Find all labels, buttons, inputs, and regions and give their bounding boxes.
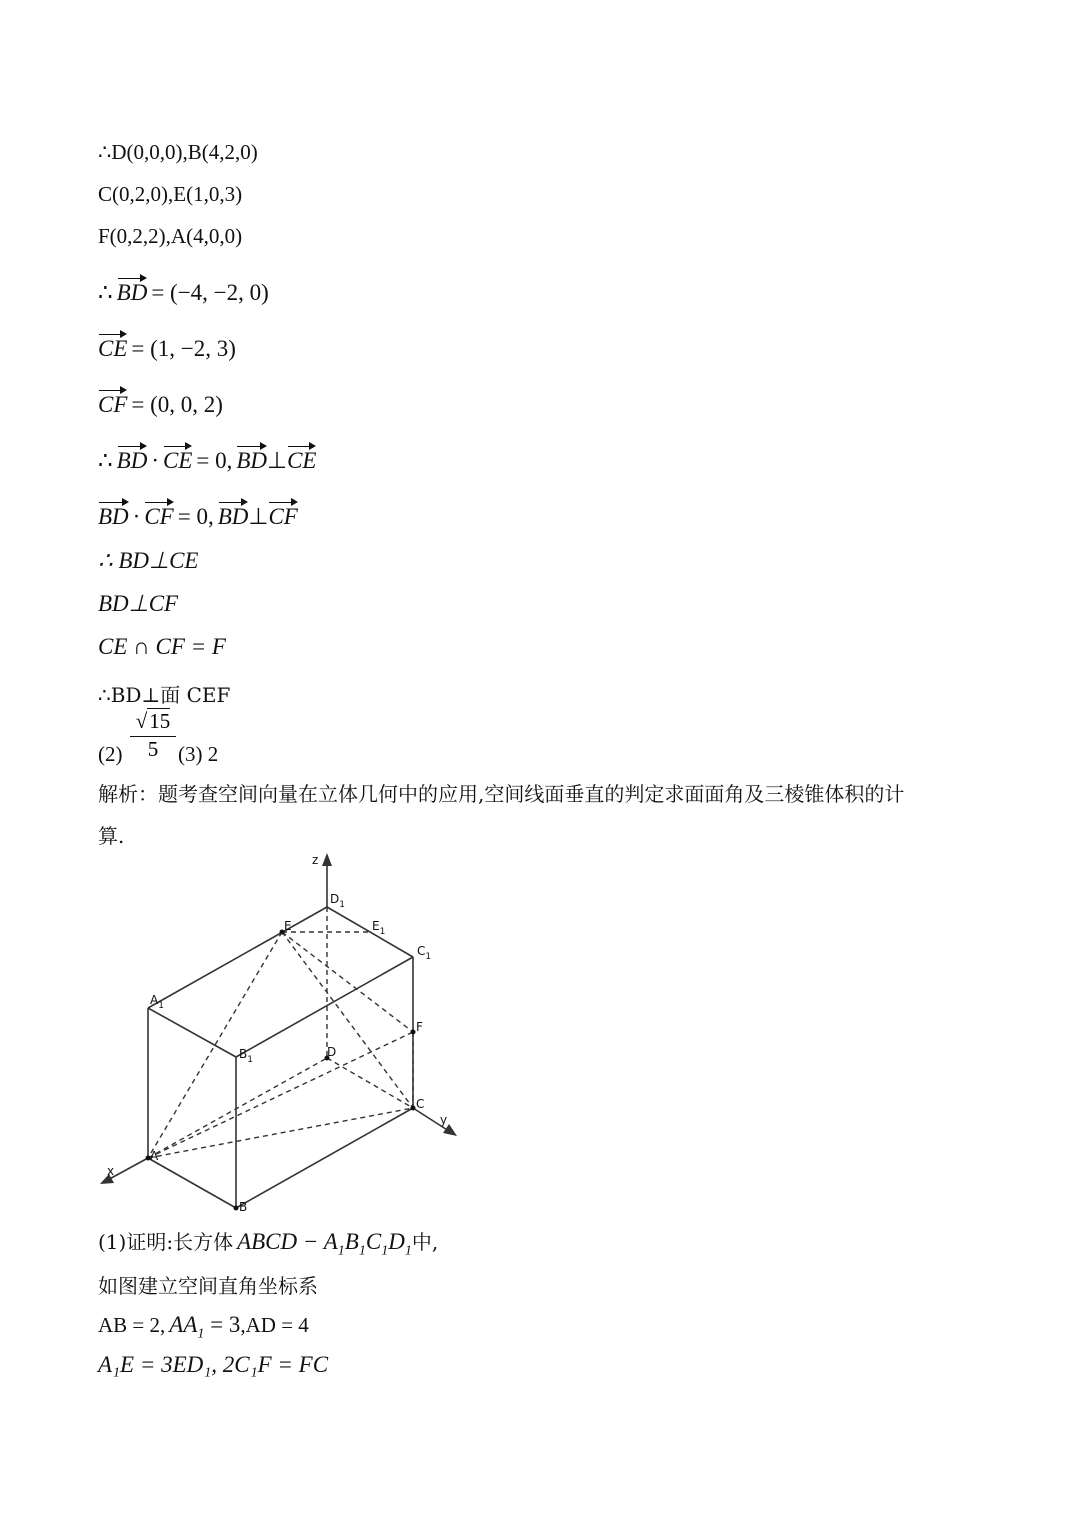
coords-line-2: C(0,2,0),E(1,0,3): [98, 182, 243, 206]
coords-line-3: F(0,2,2),A(4,0,0): [98, 224, 243, 248]
axis-y-label: y: [440, 1113, 448, 1127]
proof-intro: (1)证明:长方体: [98, 1230, 234, 1254]
vector-bd-value: = (−4, −2, 0): [151, 280, 269, 305]
proof-intro-suffix: 中,: [411, 1230, 439, 1254]
answer-part3: (3) 2: [178, 742, 219, 766]
vector-ce: CE: [98, 330, 127, 362]
aa1-length: $AA_1$: [169, 1312, 205, 1342]
vertex-a-label: A: [150, 1149, 159, 1163]
dot-operator: ·: [132, 504, 141, 529]
therefore-symbol: ∴: [98, 280, 113, 305]
vector-cf: CF: [144, 498, 173, 530]
vertex-c-label: C: [416, 1097, 425, 1111]
axis-z-label: z: [312, 853, 319, 867]
vertex-d1-label: $D_1$: [330, 892, 345, 910]
sqrt-radicand: 15: [149, 709, 171, 733]
vector-ce: CE: [287, 442, 316, 474]
vector-bd-line: [98, 274, 269, 306]
perp-symbol: ⊥: [248, 504, 269, 529]
vector-cf: CF: [98, 386, 127, 418]
vertex-b1-label: $B_1$: [239, 1047, 253, 1065]
dot-bd-ce-line: [98, 442, 316, 474]
vector-ce-line: [98, 330, 236, 362]
axis-x-label: x: [107, 1164, 115, 1178]
vector-bd: BD: [117, 274, 148, 306]
vertex-c1-label: $C_1$: [417, 944, 432, 962]
conclusion-bd-perp-cf: BD⊥CF: [98, 591, 179, 616]
cuboid-figure: [95, 850, 465, 1220]
vector-cf: CF: [268, 498, 297, 530]
equals-zero: = 0,: [196, 448, 233, 473]
analysis-line-1: 解析：题考查空间向量在立体几何中的应用,空间线面垂直的判定求面面角及三棱锥体积的计: [98, 782, 905, 806]
vector-bd: BD: [236, 442, 267, 474]
vertex-a1-label: $A_1$: [150, 993, 164, 1011]
proof-line-1: [98, 1226, 438, 1260]
point-e1-label: $E_1$: [372, 919, 386, 937]
proof-line-4: A₁E = 3ED₁, 2C₁F = FC: [98, 1352, 329, 1377]
vertex-d-label: D: [327, 1045, 337, 1059]
equals-zero: = 0,: [177, 504, 214, 529]
vector-cf-line: [98, 386, 223, 418]
conclusion-bd-perp-plane: ∴BD⊥面 CEF: [98, 683, 231, 707]
aa1-value: = 3: [204, 1312, 241, 1337]
coords-line-1: ∴D(0,0,0),B(4,2,0): [98, 140, 258, 164]
fraction-denominator: 5: [147, 737, 159, 761]
answer-part2-fraction: $\frac{√15}{5}$: [130, 708, 176, 762]
analysis-line-2: 算.: [98, 824, 125, 848]
vector-cf-value: = (0, 0, 2): [131, 392, 223, 417]
point-f-label: F: [416, 1020, 423, 1034]
vertex-b-label: B: [239, 1200, 248, 1214]
conclusion-bd-perp-ce: ∴ BD⊥CE: [98, 548, 199, 573]
proof-line-3: [98, 1312, 309, 1343]
vector-bd: BD: [117, 442, 148, 474]
vector-bd: BD: [218, 498, 249, 530]
dot-bd-cf-line: [98, 498, 298, 530]
conclusion-intersection: CE ∩ CF = F: [98, 634, 226, 659]
cuboid-base-name: ABCD: [237, 1229, 298, 1254]
dot-operator: ·: [151, 448, 159, 473]
cuboid-top-name: − $A_1B_1C_1D_1$: [297, 1229, 412, 1259]
proof-line-2: 如图建立空间直角坐标系: [98, 1274, 318, 1298]
ab-length: AB = 2,: [98, 1313, 166, 1337]
ad-length: ,AD = 4: [240, 1313, 309, 1337]
answer-part2-label: (2): [98, 742, 123, 766]
therefore-symbol: ∴: [98, 448, 113, 473]
point-e-label: E: [284, 919, 292, 933]
vector-bd: BD: [98, 498, 129, 530]
vector-ce-value: = (1, −2, 3): [131, 336, 236, 361]
vector-ce: CE: [163, 442, 192, 474]
perp-symbol: ⊥: [267, 448, 288, 473]
